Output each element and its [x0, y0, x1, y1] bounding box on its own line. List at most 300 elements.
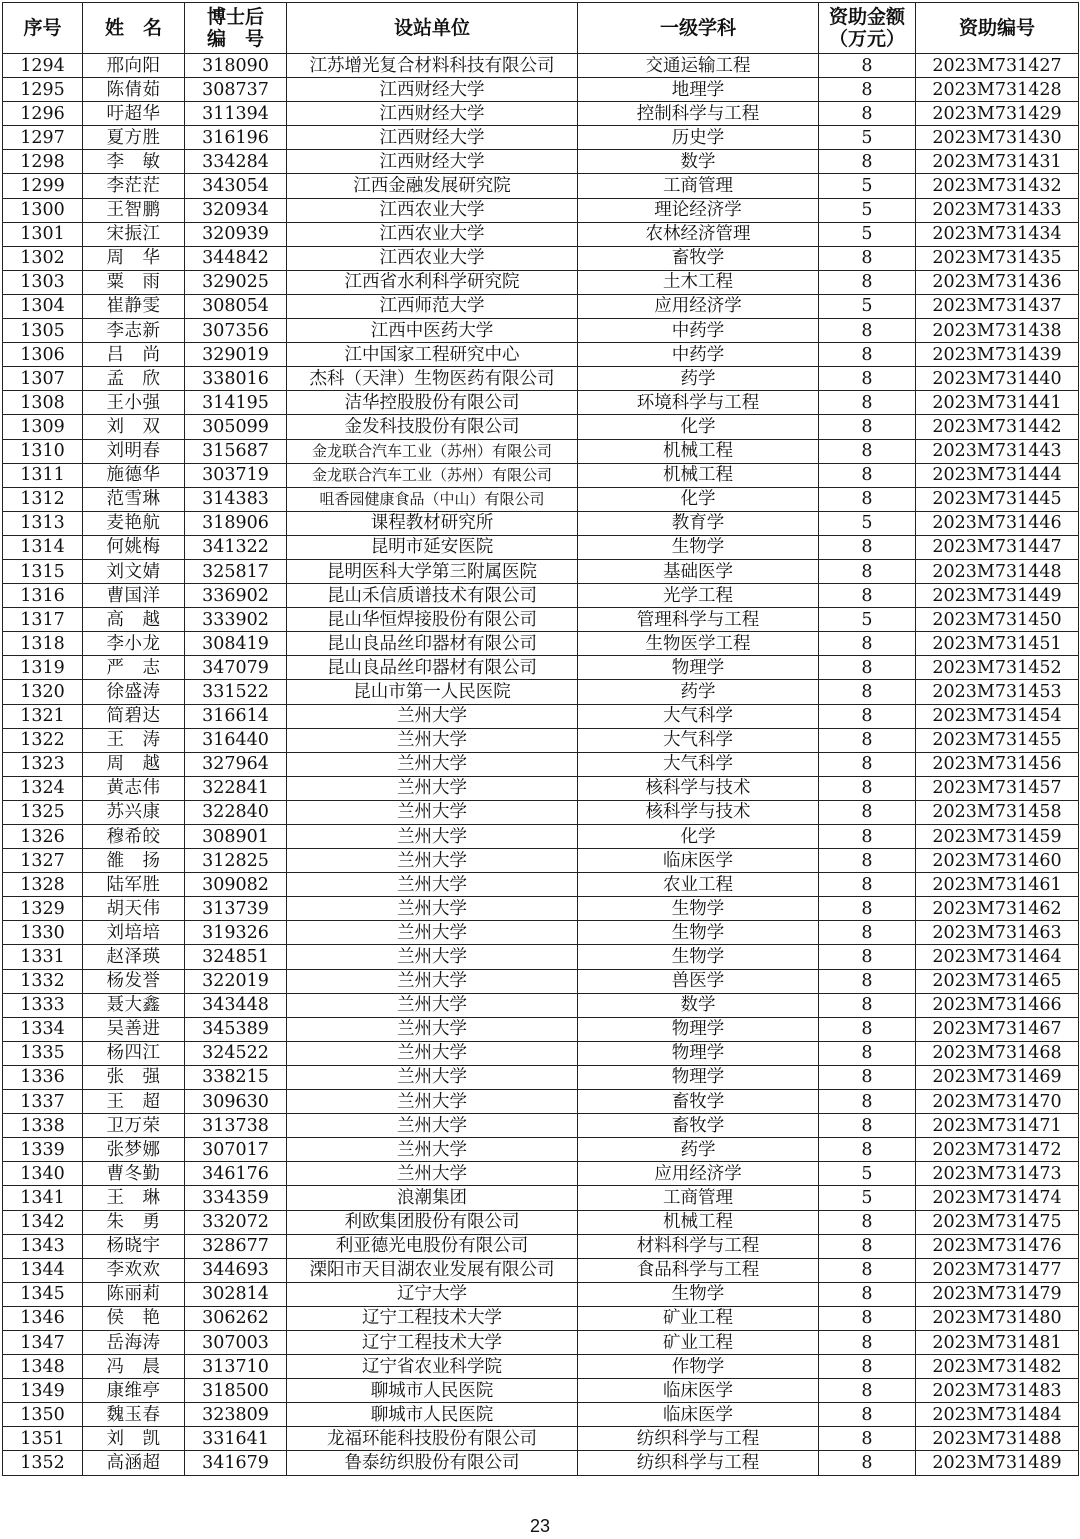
cell-discipline: 纺织科学与工程	[578, 1427, 819, 1451]
cell-discipline: 应用经济学	[578, 1162, 819, 1186]
cell-postdoc-id: 322019	[185, 969, 287, 993]
cell-amount: 8	[819, 463, 916, 487]
cell-grant-id: 2023M731429	[916, 102, 1079, 126]
cell-station: 江西师范大学	[287, 294, 578, 318]
cell-name: 李欢欢	[83, 1258, 185, 1282]
cell-discipline: 作物学	[578, 1355, 819, 1379]
col-header-seq: 序号	[3, 3, 83, 54]
cell-discipline: 药学	[578, 1138, 819, 1162]
cell-discipline: 土木工程	[578, 270, 819, 294]
header-row	[3, 3, 1079, 54]
cell-grant-id: 2023M731477	[916, 1258, 1079, 1282]
cell-amount: 8	[819, 825, 916, 849]
cell-discipline: 农林经济管理	[578, 222, 819, 246]
cell-seq: 1322	[3, 728, 83, 752]
table-row	[3, 391, 1079, 415]
cell-discipline: 农业工程	[578, 873, 819, 897]
cell-name: 穆希皎	[83, 825, 185, 849]
cell-grant-id: 2023M731443	[916, 439, 1079, 463]
cell-amount: 8	[819, 1451, 916, 1475]
cell-discipline: 数学	[578, 150, 819, 174]
cell-discipline: 物理学	[578, 1017, 819, 1041]
cell-discipline: 兽医学	[578, 969, 819, 993]
cell-postdoc-id: 338016	[185, 367, 287, 391]
cell-station: 溧阳市天目湖农业发展有限公司	[287, 1258, 578, 1282]
table-row	[3, 1065, 1079, 1089]
cell-grant-id: 2023M731479	[916, 1282, 1079, 1306]
table-row	[3, 415, 1079, 439]
cell-postdoc-id: 303719	[185, 463, 287, 487]
table-row	[3, 608, 1079, 632]
cell-seq: 1300	[3, 198, 83, 222]
table-row	[3, 463, 1079, 487]
table-row	[3, 1282, 1079, 1306]
cell-discipline: 生物医学工程	[578, 632, 819, 656]
cell-grant-id: 2023M731432	[916, 174, 1079, 198]
cell-grant-id: 2023M731464	[916, 945, 1079, 969]
cell-postdoc-id: 313738	[185, 1114, 287, 1138]
cell-name: 吴善进	[83, 1017, 185, 1041]
cell-grant-id: 2023M731460	[916, 849, 1079, 873]
cell-grant-id: 2023M731471	[916, 1114, 1079, 1138]
cell-seq: 1342	[3, 1210, 83, 1234]
cell-station: 兰州大学	[287, 945, 578, 969]
cell-amount: 8	[819, 1234, 916, 1258]
cell-station: 兰州大学	[287, 1162, 578, 1186]
cell-grant-id: 2023M731430	[916, 126, 1079, 150]
cell-grant-id: 2023M731476	[916, 1234, 1079, 1258]
cell-discipline: 大气科学	[578, 704, 819, 728]
cell-grant-id: 2023M731457	[916, 776, 1079, 800]
cell-station: 金发科技股份有限公司	[287, 415, 578, 439]
cell-amount: 8	[819, 439, 916, 463]
cell-name: 苏兴康	[83, 800, 185, 824]
cell-station: 江西农业大学	[287, 198, 578, 222]
cell-seq: 1328	[3, 873, 83, 897]
cell-name: 周 华	[83, 246, 185, 270]
cell-amount: 8	[819, 246, 916, 270]
table-row	[3, 222, 1079, 246]
cell-amount: 8	[819, 776, 916, 800]
cell-name: 徐盛涛	[83, 680, 185, 704]
cell-postdoc-id: 344693	[185, 1258, 287, 1282]
cell-discipline: 临床医学	[578, 1403, 819, 1427]
cell-discipline: 材料科学与工程	[578, 1234, 819, 1258]
cell-postdoc-id: 323809	[185, 1403, 287, 1427]
cell-seq: 1318	[3, 632, 83, 656]
table-row	[3, 873, 1079, 897]
cell-discipline: 环境科学与工程	[578, 391, 819, 415]
cell-station: 兰州大学	[287, 800, 578, 824]
cell-amount: 8	[819, 150, 916, 174]
cell-amount: 8	[819, 752, 916, 776]
cell-grant-id: 2023M731453	[916, 680, 1079, 704]
cell-amount: 8	[819, 1210, 916, 1234]
cell-postdoc-id: 334284	[185, 150, 287, 174]
cell-amount: 8	[819, 1330, 916, 1354]
cell-station: 辽宁工程技术大学	[287, 1330, 578, 1354]
cell-grant-id: 2023M731437	[916, 294, 1079, 318]
cell-name: 何姚梅	[83, 535, 185, 559]
cell-station: 昆山禾信质谱技术有限公司	[287, 584, 578, 608]
cell-postdoc-id: 324522	[185, 1041, 287, 1065]
cell-grant-id: 2023M731482	[916, 1355, 1079, 1379]
table-row	[3, 1355, 1079, 1379]
cell-grant-id: 2023M731434	[916, 222, 1079, 246]
cell-name: 王 琳	[83, 1186, 185, 1210]
table-row	[3, 246, 1079, 270]
cell-discipline: 畜牧学	[578, 246, 819, 270]
cell-postdoc-id: 311394	[185, 102, 287, 126]
cell-grant-id: 2023M731439	[916, 343, 1079, 367]
cell-grant-id: 2023M731488	[916, 1427, 1079, 1451]
cell-station: 杰科（天津）生物医药有限公司	[287, 367, 578, 391]
cell-name: 聂大鑫	[83, 993, 185, 1017]
cell-postdoc-id: 331641	[185, 1427, 287, 1451]
cell-grant-id: 2023M731444	[916, 463, 1079, 487]
cell-grant-id: 2023M731447	[916, 535, 1079, 559]
cell-grant-id: 2023M731474	[916, 1186, 1079, 1210]
cell-postdoc-id: 313710	[185, 1355, 287, 1379]
cell-postdoc-id: 316614	[185, 704, 287, 728]
cell-postdoc-id: 308901	[185, 825, 287, 849]
cell-discipline: 机械工程	[578, 439, 819, 463]
cell-discipline: 历史学	[578, 126, 819, 150]
cell-discipline: 核科学与技术	[578, 800, 819, 824]
cell-amount: 8	[819, 487, 916, 511]
cell-postdoc-id: 314383	[185, 487, 287, 511]
cell-name: 高 越	[83, 608, 185, 632]
cell-postdoc-id: 305099	[185, 415, 287, 439]
cell-discipline: 药学	[578, 680, 819, 704]
table-row	[3, 776, 1079, 800]
cell-amount: 8	[819, 921, 916, 945]
table-row	[3, 969, 1079, 993]
cell-grant-id: 2023M731455	[916, 728, 1079, 752]
cell-name: 高涵超	[83, 1451, 185, 1475]
cell-amount: 5	[819, 222, 916, 246]
cell-grant-id: 2023M731452	[916, 656, 1079, 680]
cell-station: 兰州大学	[287, 993, 578, 1017]
cell-discipline: 工商管理	[578, 174, 819, 198]
table-row	[3, 1403, 1079, 1427]
cell-grant-id: 2023M731466	[916, 993, 1079, 1017]
cell-seq: 1311	[3, 463, 83, 487]
cell-seq: 1319	[3, 656, 83, 680]
cell-amount: 5	[819, 608, 916, 632]
table-row	[3, 849, 1079, 873]
table-row	[3, 367, 1079, 391]
cell-seq: 1304	[3, 294, 83, 318]
cell-amount: 8	[819, 1258, 916, 1282]
cell-seq: 1341	[3, 1186, 83, 1210]
cell-seq: 1340	[3, 1162, 83, 1186]
cell-seq: 1308	[3, 391, 83, 415]
cell-discipline: 核科学与技术	[578, 776, 819, 800]
cell-station: 兰州大学	[287, 1041, 578, 1065]
table-header	[3, 3, 1079, 54]
cell-grant-id: 2023M731475	[916, 1210, 1079, 1234]
cell-discipline: 物理学	[578, 656, 819, 680]
cell-station: 兰州大学	[287, 1114, 578, 1138]
cell-seq: 1335	[3, 1041, 83, 1065]
cell-postdoc-id: 315687	[185, 439, 287, 463]
cell-postdoc-id: 331522	[185, 680, 287, 704]
cell-seq: 1309	[3, 415, 83, 439]
cell-station: 兰州大学	[287, 897, 578, 921]
cell-station: 江西财经大学	[287, 126, 578, 150]
cell-discipline: 机械工程	[578, 463, 819, 487]
cell-station: 江西中医药大学	[287, 319, 578, 343]
cell-grant-id: 2023M731458	[916, 800, 1079, 824]
table-row	[3, 54, 1079, 78]
cell-name: 黄志伟	[83, 776, 185, 800]
cell-station: 咀香园健康食品（中山）有限公司	[287, 487, 578, 511]
cell-name: 陈倩茹	[83, 78, 185, 102]
cell-name: 刘 双	[83, 415, 185, 439]
cell-name: 严 志	[83, 656, 185, 680]
cell-seq: 1303	[3, 270, 83, 294]
table-row	[3, 728, 1079, 752]
table-row	[3, 78, 1079, 102]
cell-discipline: 食品科学与工程	[578, 1258, 819, 1282]
cell-seq: 1296	[3, 102, 83, 126]
cell-postdoc-id: 334359	[185, 1186, 287, 1210]
cell-seq: 1301	[3, 222, 83, 246]
cell-amount: 8	[819, 993, 916, 1017]
cell-discipline: 中药学	[578, 343, 819, 367]
cell-amount: 5	[819, 1162, 916, 1186]
cell-station: 江中国家工程研究中心	[287, 343, 578, 367]
cell-postdoc-id: 341679	[185, 1451, 287, 1475]
table-row	[3, 945, 1079, 969]
table-row	[3, 584, 1079, 608]
table-row	[3, 680, 1079, 704]
cell-postdoc-id: 320939	[185, 222, 287, 246]
cell-discipline: 生物学	[578, 897, 819, 921]
cell-amount: 8	[819, 897, 916, 921]
cell-discipline: 控制科学与工程	[578, 102, 819, 126]
cell-seq: 1334	[3, 1017, 83, 1041]
cell-amount: 8	[819, 1379, 916, 1403]
cell-grant-id: 2023M731461	[916, 873, 1079, 897]
cell-amount: 8	[819, 584, 916, 608]
col-header-postdoc-id: 博士后 编 号	[185, 3, 287, 54]
cell-discipline: 矿业工程	[578, 1330, 819, 1354]
cell-amount: 8	[819, 632, 916, 656]
cell-amount: 8	[819, 800, 916, 824]
cell-name: 张 强	[83, 1065, 185, 1089]
table-row	[3, 1451, 1079, 1475]
cell-station: 江西省水利科学研究院	[287, 270, 578, 294]
cell-grant-id: 2023M731440	[916, 367, 1079, 391]
cell-postdoc-id: 327964	[185, 752, 287, 776]
cell-postdoc-id: 324851	[185, 945, 287, 969]
cell-seq: 1313	[3, 511, 83, 535]
cell-station: 昆明医科大学第三附属医院	[287, 559, 578, 583]
cell-grant-id: 2023M731469	[916, 1065, 1079, 1089]
cell-amount: 8	[819, 1017, 916, 1041]
cell-postdoc-id: 309082	[185, 873, 287, 897]
table-row	[3, 1234, 1079, 1258]
cell-station: 兰州大学	[287, 921, 578, 945]
cell-seq: 1298	[3, 150, 83, 174]
cell-seq: 1297	[3, 126, 83, 150]
cell-grant-id: 2023M731436	[916, 270, 1079, 294]
cell-seq: 1349	[3, 1379, 83, 1403]
cell-grant-id: 2023M731483	[916, 1379, 1079, 1403]
cell-discipline: 大气科学	[578, 728, 819, 752]
cell-name: 简碧达	[83, 704, 185, 728]
cell-station: 聊城市人民医院	[287, 1403, 578, 1427]
table-row	[3, 270, 1079, 294]
cell-name: 康维亭	[83, 1379, 185, 1403]
cell-amount: 8	[819, 367, 916, 391]
cell-seq: 1338	[3, 1114, 83, 1138]
col-header-grant-id: 资助编号	[916, 3, 1079, 54]
cell-station: 江西金融发展研究院	[287, 174, 578, 198]
cell-name: 王小强	[83, 391, 185, 415]
col-header-amount: 资助金额 （万元）	[819, 3, 916, 54]
cell-seq: 1333	[3, 993, 83, 1017]
cell-name: 刘 凯	[83, 1427, 185, 1451]
cell-name: 卫万荣	[83, 1114, 185, 1138]
cell-amount: 5	[819, 198, 916, 222]
cell-discipline: 临床医学	[578, 1379, 819, 1403]
table-row	[3, 632, 1079, 656]
page-number: 23	[529, 1516, 551, 1536]
cell-name: 杨发誉	[83, 969, 185, 993]
cell-postdoc-id: 332072	[185, 1210, 287, 1234]
cell-postdoc-id: 333902	[185, 608, 287, 632]
cell-grant-id: 2023M731484	[916, 1403, 1079, 1427]
cell-amount: 8	[819, 559, 916, 583]
cell-amount: 8	[819, 969, 916, 993]
cell-seq: 1351	[3, 1427, 83, 1451]
table-row	[3, 1041, 1079, 1065]
cell-station: 兰州大学	[287, 1138, 578, 1162]
cell-discipline: 管理科学与工程	[578, 608, 819, 632]
cell-postdoc-id: 307003	[185, 1330, 287, 1354]
cell-amount: 8	[819, 270, 916, 294]
cell-station: 聊城市人民医院	[287, 1379, 578, 1403]
cell-seq: 1324	[3, 776, 83, 800]
cell-amount: 8	[819, 102, 916, 126]
cell-discipline: 基础医学	[578, 559, 819, 583]
table-row	[3, 704, 1079, 728]
cell-postdoc-id: 347079	[185, 656, 287, 680]
cell-amount: 8	[819, 343, 916, 367]
cell-postdoc-id: 313739	[185, 897, 287, 921]
table-row	[3, 921, 1079, 945]
table-row	[3, 1258, 1079, 1282]
cell-name: 张梦娜	[83, 1138, 185, 1162]
table-body	[3, 54, 1079, 1476]
cell-name: 吁超华	[83, 102, 185, 126]
cell-amount: 8	[819, 1065, 916, 1089]
cell-name: 李 敏	[83, 150, 185, 174]
cell-name: 王 涛	[83, 728, 185, 752]
cell-amount: 8	[819, 728, 916, 752]
cell-station: 兰州大学	[287, 849, 578, 873]
cell-postdoc-id: 320934	[185, 198, 287, 222]
cell-seq: 1327	[3, 849, 83, 873]
cell-grant-id: 2023M731445	[916, 487, 1079, 511]
cell-station: 兰州大学	[287, 825, 578, 849]
cell-station: 兰州大学	[287, 704, 578, 728]
cell-station: 昆明市延安医院	[287, 535, 578, 559]
cell-discipline: 工商管理	[578, 1186, 819, 1210]
cell-amount: 8	[819, 78, 916, 102]
cell-amount: 8	[819, 656, 916, 680]
cell-seq: 1331	[3, 945, 83, 969]
cell-station: 兰州大学	[287, 1090, 578, 1114]
cell-name: 陆军胜	[83, 873, 185, 897]
cell-name: 范雪琳	[83, 487, 185, 511]
cell-seq: 1307	[3, 367, 83, 391]
cell-amount: 8	[819, 535, 916, 559]
cell-amount: 5	[819, 126, 916, 150]
cell-discipline: 畜牧学	[578, 1090, 819, 1114]
cell-grant-id: 2023M731467	[916, 1017, 1079, 1041]
cell-grant-id: 2023M731480	[916, 1306, 1079, 1330]
cell-station: 江西财经大学	[287, 102, 578, 126]
cell-postdoc-id: 308419	[185, 632, 287, 656]
cell-grant-id: 2023M731489	[916, 1451, 1079, 1475]
table-row	[3, 535, 1079, 559]
cell-postdoc-id: 343054	[185, 174, 287, 198]
cell-name: 李茫茫	[83, 174, 185, 198]
cell-grant-id: 2023M731431	[916, 150, 1079, 174]
cell-postdoc-id: 308054	[185, 294, 287, 318]
cell-grant-id: 2023M731459	[916, 825, 1079, 849]
cell-seq: 1312	[3, 487, 83, 511]
cell-seq: 1326	[3, 825, 83, 849]
cell-discipline: 地理学	[578, 78, 819, 102]
cell-amount: 8	[819, 849, 916, 873]
cell-name: 赵泽瑛	[83, 945, 185, 969]
cell-grant-id: 2023M731428	[916, 78, 1079, 102]
cell-postdoc-id: 316440	[185, 728, 287, 752]
cell-station: 辽宁工程技术大学	[287, 1306, 578, 1330]
table-row	[3, 487, 1079, 511]
cell-postdoc-id: 306262	[185, 1306, 287, 1330]
cell-seq: 1344	[3, 1258, 83, 1282]
cell-grant-id: 2023M731427	[916, 54, 1079, 78]
col-header-discipline: 一级学科	[578, 3, 819, 54]
table-row	[3, 102, 1079, 126]
cell-discipline: 应用经济学	[578, 294, 819, 318]
cell-grant-id: 2023M731462	[916, 897, 1079, 921]
table-row	[3, 1306, 1079, 1330]
cell-station: 鲁泰纺织股份有限公司	[287, 1451, 578, 1475]
cell-grant-id: 2023M731441	[916, 391, 1079, 415]
cell-grant-id: 2023M731468	[916, 1041, 1079, 1065]
cell-station: 江西农业大学	[287, 246, 578, 270]
cell-name: 陈丽莉	[83, 1282, 185, 1306]
cell-amount: 8	[819, 680, 916, 704]
cell-station: 兰州大学	[287, 1017, 578, 1041]
cell-name: 施德华	[83, 463, 185, 487]
table-row	[3, 800, 1079, 824]
cell-postdoc-id: 319326	[185, 921, 287, 945]
cell-amount: 8	[819, 1403, 916, 1427]
cell-name: 岳海涛	[83, 1330, 185, 1354]
cell-name: 王智鹏	[83, 198, 185, 222]
cell-name: 魏玉春	[83, 1403, 185, 1427]
cell-amount: 8	[819, 54, 916, 78]
cell-station: 昆山华恒焊接股份有限公司	[287, 608, 578, 632]
